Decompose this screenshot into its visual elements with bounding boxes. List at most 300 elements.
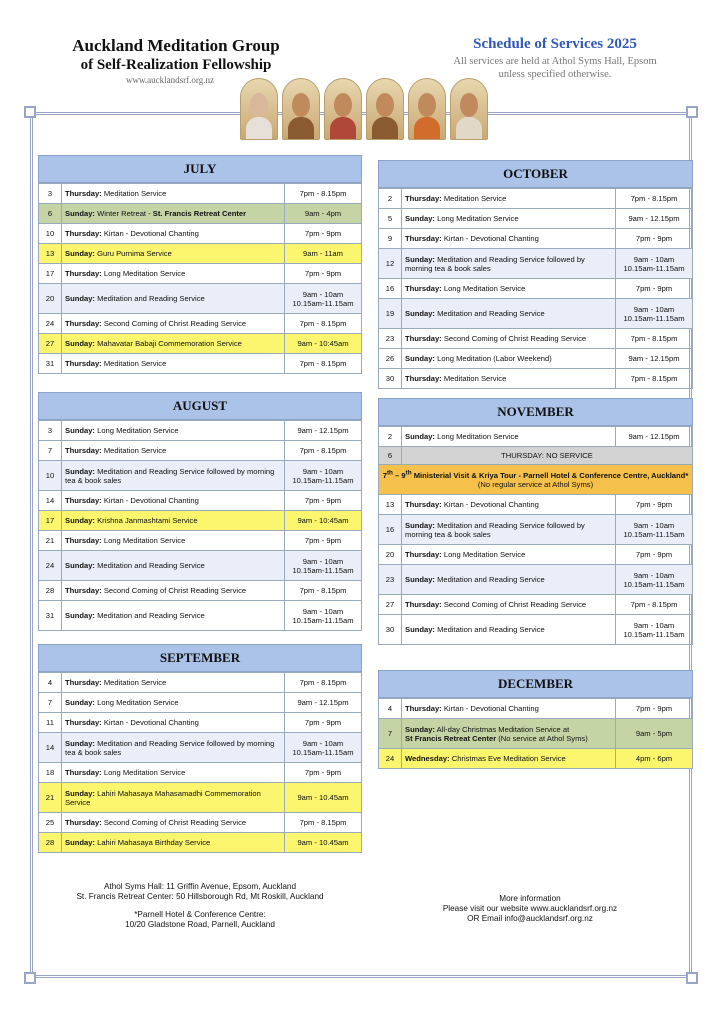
date-cell: 23 [379, 565, 402, 595]
table-row [379, 615, 693, 645]
time-cell [616, 615, 693, 645]
service-cell [62, 224, 285, 244]
address-line: St. Francis Retreat Center: 50 Hillsborough Rd, Mt Roskill, Auckland [76, 892, 324, 901]
date-cell: 12 [379, 249, 402, 279]
service-name: Meditation and Reading Service followed by morning tea & book sales [405, 254, 585, 273]
table-row [379, 299, 693, 329]
day-label: Thursday: [65, 359, 102, 368]
table-row [39, 713, 362, 733]
time-line: 9am - 10am [633, 254, 675, 264]
date-cell: 11 [39, 713, 62, 733]
date-cell: 13 [39, 244, 62, 264]
date-cell: 20 [39, 284, 62, 314]
table-row [39, 461, 362, 491]
service-cell [402, 565, 616, 595]
service-cell [62, 733, 285, 763]
month-heading: NOVEMBER [378, 398, 693, 426]
service-cell [402, 229, 616, 249]
schedule-table [378, 426, 693, 645]
time-cell: 9am - 4pm [285, 204, 362, 224]
date-cell: 2 [379, 189, 402, 209]
date-cell: 31 [39, 601, 62, 631]
service-name: Meditation and Reading Service followed by morning tea & book sales [65, 738, 275, 757]
address-line: Athol Syms Hall: 11 Griffin Avenue, Epsom, Auckland [103, 882, 297, 891]
service-cell [62, 601, 285, 631]
service-name: Kirtan - Devotional Chanting [103, 229, 199, 238]
service-name: Meditation and Reading Service [97, 611, 205, 620]
day-label: Sunday: [65, 466, 95, 476]
service-name: Kirtan - Devotional Chanting [443, 234, 539, 243]
service-cell [62, 763, 285, 783]
time-cell: 7pm - 9pm [616, 279, 693, 299]
date-cell: 27 [379, 595, 402, 615]
date-cell: 24 [39, 551, 62, 581]
service-name: Long Meditation Service [443, 550, 526, 559]
tour-notice [379, 465, 693, 495]
month-august [38, 392, 362, 631]
month-september [38, 644, 362, 853]
time-cell: 7pm - 8.15pm [616, 329, 693, 349]
venue-note-line: unless specified otherwise. [498, 69, 612, 80]
time-cell: 9am - 11am [285, 244, 362, 264]
day-label: Thursday: [65, 496, 102, 505]
date-cell: 6 [379, 447, 402, 465]
service-name: Long Meditation Service [443, 284, 526, 293]
service-name: Second Coming of Christ Reading Service [103, 319, 247, 328]
service-name: Meditation Service [103, 359, 167, 368]
time-cell: 7pm - 8.15pm [285, 441, 362, 461]
service-cell [402, 329, 616, 349]
portrait-image [324, 78, 362, 140]
date-cell: 13 [379, 495, 402, 515]
table-row [39, 441, 362, 461]
date-cell: 24 [39, 314, 62, 334]
date-cell: 14 [39, 733, 62, 763]
table-row [379, 719, 693, 749]
time-line: 10.15am-11.15am [623, 629, 685, 639]
date-cell: 14 [39, 491, 62, 511]
service-name: All-day Christmas Meditation Service at [436, 724, 570, 734]
day-label: Thursday: [65, 718, 102, 727]
time-line: 9am - 10am [633, 570, 675, 580]
time-line: 9am - 10am [302, 466, 344, 476]
time-cell: 7pm - 8.15pm [616, 369, 693, 389]
day-label: Sunday: [65, 698, 95, 707]
service-cell [402, 249, 616, 279]
website-contact[interactable]: Please visit our website www.aucklandsrf.org.nz [442, 904, 618, 913]
date-cell: 10 [39, 461, 62, 491]
time-cell [616, 565, 693, 595]
day-label: Sunday: [65, 738, 95, 748]
service-name: Christmas Eve Meditation Service [451, 754, 566, 763]
service-cell [402, 749, 616, 769]
service-cell [402, 427, 616, 447]
time-line: 10.15am-11.15am [292, 747, 354, 757]
time-cell: 9am - 12.15pm [285, 421, 362, 441]
month-november [378, 398, 693, 645]
date-cell: 26 [379, 349, 402, 369]
table-row [39, 491, 362, 511]
time-cell: 7pm - 8.15pm [285, 354, 362, 374]
service-name: Long Meditation Service [103, 269, 186, 278]
time-line: 9am - 10am [302, 289, 344, 299]
time-cell [285, 601, 362, 631]
service-name: Long Meditation Service [437, 432, 519, 441]
time-line: 10.15am-11.15am [623, 313, 685, 323]
month-heading: SEPTEMBER [38, 644, 362, 672]
service-cell [402, 349, 616, 369]
day-label: Sunday: [405, 724, 435, 734]
time-line: 10.15am-11.15am [623, 263, 685, 273]
day-label: Thursday: [405, 550, 442, 559]
table-row [39, 551, 362, 581]
date-cell: 24 [379, 749, 402, 769]
date-cell: 19 [379, 299, 402, 329]
date-cell: 7 [39, 693, 62, 713]
time-cell: 9am - 10:45am [285, 511, 362, 531]
time-line: 9am - 10am [633, 620, 675, 630]
time-cell: 7pm - 9pm [616, 229, 693, 249]
tour-end-suffix: th [405, 469, 412, 477]
table-row [379, 369, 693, 389]
day-label: Sunday: [405, 432, 435, 441]
schedule-header [430, 36, 680, 81]
time-cell: 7pm - 9pm [285, 264, 362, 284]
time-cell: 7pm - 8.15pm [616, 595, 693, 615]
day-label: Wednesday: [405, 754, 450, 763]
month-heading: OCTOBER [378, 160, 693, 188]
service-name: Meditation Service [443, 194, 507, 203]
portrait-image [282, 78, 320, 140]
service-name: Kirtan - Devotional Chanting [443, 704, 539, 713]
time-cell: 7pm - 9pm [285, 713, 362, 733]
service-cell [62, 204, 285, 224]
date-cell: 28 [39, 833, 62, 853]
tour-title [383, 471, 689, 480]
day-label: Thursday: [65, 269, 102, 278]
table-row [39, 581, 362, 601]
service-name: Second Coming of Christ Reading Service [443, 334, 587, 343]
time-cell: 7pm - 8.15pm [285, 314, 362, 334]
time-cell: 7pm - 8.15pm [285, 581, 362, 601]
venue-name: St Francis Retreat Center [405, 733, 497, 743]
tour-dash: – [392, 471, 402, 481]
time-cell: 7pm - 8.15pm [285, 184, 362, 204]
table-row [379, 565, 693, 595]
border-corner [686, 972, 698, 984]
time-line: 9am - 10am [302, 606, 344, 616]
table-row [39, 354, 362, 374]
service-cell [62, 783, 285, 813]
email-contact[interactable]: OR Email info@aucklandsrf.org.nz [467, 914, 593, 923]
day-label: Thursday: [405, 374, 442, 383]
time-cell: 9am - 12.15pm [616, 209, 693, 229]
border-corner [24, 972, 36, 984]
service-name: Krishna Janmashtami Service [97, 516, 198, 525]
date-cell: 28 [39, 581, 62, 601]
border-corner [24, 106, 36, 118]
service-name: Lahiri Mahasaya Mahasamadhi Commemoration Service [65, 788, 261, 807]
day-label: Sunday: [405, 309, 435, 318]
date-cell: 17 [39, 511, 62, 531]
table-row [379, 279, 693, 299]
service-cell [62, 184, 285, 204]
table-row [379, 209, 693, 229]
day-label: Thursday: [405, 500, 442, 509]
date-cell: 16 [379, 279, 402, 299]
time-cell: 7pm - 9pm [285, 531, 362, 551]
service-name: Kirtan - Devotional Chanting [103, 718, 199, 727]
time-cell: 7pm - 9pm [616, 699, 693, 719]
service-name: Winter Retreat - [97, 209, 153, 218]
table-row [379, 427, 693, 447]
day-label: Thursday: [65, 678, 102, 687]
day-label: Thursday: [65, 818, 102, 827]
table-row [379, 349, 693, 369]
table-row [379, 545, 693, 565]
time-cell: 9am - 12.15pm [285, 693, 362, 713]
tour-subnote: (No regular service at Athol Syms) [477, 480, 594, 490]
table-row [39, 334, 362, 354]
service-cell [62, 264, 285, 284]
schedule-table [38, 420, 362, 631]
service-name: Long Meditation Service [97, 426, 179, 435]
time-cell: 7pm - 8.15pm [285, 813, 362, 833]
table-row [379, 229, 693, 249]
day-label: Sunday: [405, 575, 435, 584]
service-name: Kirtan - Devotional Chanting [103, 496, 199, 505]
service-name: Long Meditation Service [437, 214, 519, 223]
day-label: Thursday: [405, 284, 442, 293]
tour-end-day: 9 [401, 471, 406, 481]
service-cell [402, 369, 616, 389]
time-line: 9am - 10am [302, 556, 344, 566]
day-label: Sunday: [65, 788, 95, 798]
table-row [379, 465, 693, 495]
date-cell: 16 [379, 515, 402, 545]
date-cell: 3 [39, 421, 62, 441]
service-cell [62, 833, 285, 853]
service-cell [62, 813, 285, 833]
date-cell: 3 [39, 184, 62, 204]
date-cell: 17 [39, 264, 62, 284]
service-cell [62, 441, 285, 461]
day-label: Thursday: [65, 536, 102, 545]
day-label: Sunday: [65, 339, 95, 348]
date-cell: 23 [379, 329, 402, 349]
service-name: Mahavatar Babaji Commemoration Service [97, 339, 242, 348]
venue-note-line: All services are held at Athol Syms Hall, Epsom [453, 56, 657, 67]
table-row [379, 495, 693, 515]
time-cell: 7pm - 8.15pm [616, 189, 693, 209]
date-cell: 30 [379, 615, 402, 645]
org-subtitle: of Self-Realization Fellowship [80, 57, 272, 73]
month-december [378, 670, 693, 769]
table-row [39, 531, 362, 551]
service-cell [62, 581, 285, 601]
day-label: Sunday: [65, 209, 95, 218]
date-cell: 9 [379, 229, 402, 249]
service-name: Meditation Service [443, 374, 507, 383]
service-cell [62, 461, 285, 491]
service-cell [62, 511, 285, 531]
service-name: Kirtan - Devotional Chanting [443, 500, 539, 509]
time-line: 10.15am-11.15am [292, 298, 354, 308]
month-july [38, 155, 362, 374]
time-cell: 9am - 10:45am [285, 334, 362, 354]
day-label: Sunday: [65, 516, 95, 525]
day-label: Sunday: [405, 254, 435, 264]
month-heading: AUGUST [38, 392, 362, 420]
service-cell [402, 615, 616, 645]
time-line: 9am - 10am [633, 520, 675, 530]
day-label: Sunday: [65, 611, 95, 620]
table-row [39, 204, 362, 224]
service-name: Long Meditation Service [103, 768, 186, 777]
border-corner [686, 106, 698, 118]
table-row [39, 184, 362, 204]
service-name: Long Meditation (Labor Weekend) [437, 354, 552, 363]
time-cell: 9am - 10.45am [285, 783, 362, 813]
service-cell [62, 421, 285, 441]
date-cell: 25 [39, 813, 62, 833]
service-name: Meditation and Reading Service [437, 625, 545, 634]
time-cell: 7pm - 9pm [616, 545, 693, 565]
footer-contact [410, 894, 650, 924]
time-line: 9am - 10am [633, 304, 675, 314]
day-label: Thursday: [65, 586, 102, 595]
service-name: Meditation and Reading Service [437, 575, 545, 584]
table-row [39, 244, 362, 264]
date-cell: 18 [39, 763, 62, 783]
date-cell: 4 [379, 699, 402, 719]
time-line: 10.15am-11.15am [292, 615, 354, 625]
time-cell: 7pm - 9pm [285, 491, 362, 511]
time-cell: 9am - 12.15pm [616, 349, 693, 369]
day-label: Thursday: [405, 334, 442, 343]
time-line: 10.15am-11.15am [292, 475, 354, 485]
service-cell [402, 279, 616, 299]
service-cell [402, 299, 616, 329]
day-label: Sunday: [65, 426, 95, 435]
day-label: Sunday: [405, 625, 435, 634]
time-line: 10.15am-11.15am [623, 529, 685, 539]
time-cell: 9am - 5pm [616, 719, 693, 749]
service-name: Meditation and Reading Service [437, 309, 545, 318]
guru-portraits [240, 78, 488, 140]
table-row [39, 783, 362, 813]
time-line: 10.15am-11.15am [292, 565, 354, 575]
time-line: 10.15am-11.15am [623, 579, 685, 589]
time-cell: 7pm - 8.15pm [285, 673, 362, 693]
service-cell [402, 209, 616, 229]
service-cell [62, 354, 285, 374]
date-cell: 2 [379, 427, 402, 447]
table-row [379, 249, 693, 279]
schedule-table [38, 183, 362, 374]
time-cell: 9am - 12.15pm [616, 427, 693, 447]
table-row [39, 284, 362, 314]
footer-addresses [60, 882, 340, 930]
org-name: Auckland Meditation Group [72, 36, 280, 55]
time-cell [285, 461, 362, 491]
date-cell: 4 [39, 673, 62, 693]
service-cell [402, 515, 616, 545]
website-link[interactable]: www.aucklandsrf.org.nz [126, 75, 214, 85]
service-cell [402, 189, 616, 209]
day-label: Thursday: [405, 234, 442, 243]
service-name: Meditation and Reading Service followed by morning tea & book sales [65, 466, 275, 485]
day-label: Thursday: [65, 319, 102, 328]
table-row [39, 421, 362, 441]
schedule-table [378, 188, 693, 389]
table-row [39, 813, 362, 833]
day-label: Sunday: [405, 520, 435, 530]
service-cell [62, 551, 285, 581]
service-cell [62, 713, 285, 733]
service-name: Long Meditation Service [97, 698, 179, 707]
month-heading: DECEMBER [378, 670, 693, 698]
day-label: Thursday: [65, 229, 102, 238]
service-name: Meditation and Reading Service [97, 561, 205, 570]
address-line: *Parnell Hotel & Conference Centre: [134, 910, 266, 919]
date-cell: 21 [39, 783, 62, 813]
service-name: Meditation Service [103, 446, 167, 455]
month-october [378, 160, 693, 389]
day-label: Sunday: [405, 214, 435, 223]
date-cell: 6 [39, 204, 62, 224]
tour-text: Ministerial Visit & Kriya Tour - Parnell Hotel & Conference Centre, Auckland* [411, 471, 689, 481]
day-label: Thursday: [65, 446, 102, 455]
service-cell [62, 693, 285, 713]
date-cell: 20 [379, 545, 402, 565]
service-name: Meditation Service [103, 189, 167, 198]
table-row [39, 224, 362, 244]
table-row [379, 447, 693, 465]
table-row [39, 733, 362, 763]
no-service-notice: THURSDAY: NO SERVICE [402, 447, 693, 465]
day-label: Sunday: [65, 294, 95, 303]
table-row [39, 511, 362, 531]
service-cell [62, 673, 285, 693]
service-cell [62, 334, 285, 354]
service-name: Second Coming of Christ Reading Service [443, 600, 587, 609]
service-name: Meditation Service [103, 678, 167, 687]
date-cell: 30 [379, 369, 402, 389]
service-cell [62, 284, 285, 314]
tour-start-suffix: th [386, 469, 393, 477]
service-name: Second Coming of Christ Reading Service [103, 586, 247, 595]
month-heading: JULY [38, 155, 362, 183]
table-row [39, 693, 362, 713]
schedule-title: Schedule of Services 2025 [473, 36, 637, 52]
time-line: 9am - 10am [302, 738, 344, 748]
day-label: Thursday: [65, 189, 102, 198]
venue-name: St. Francis Retreat Center [152, 209, 247, 218]
table-row [39, 673, 362, 693]
service-name: Meditation and Reading Service followed by morning tea & book sales [405, 520, 585, 539]
service-cell [62, 491, 285, 511]
service-cell [62, 314, 285, 334]
day-label: Sunday: [65, 249, 95, 258]
day-label: Thursday: [405, 194, 442, 203]
time-cell [616, 515, 693, 545]
service-cell [402, 699, 616, 719]
table-row [39, 314, 362, 334]
tour-start-day: 7 [382, 471, 387, 481]
day-label: Thursday: [405, 600, 442, 609]
service-cell [402, 595, 616, 615]
